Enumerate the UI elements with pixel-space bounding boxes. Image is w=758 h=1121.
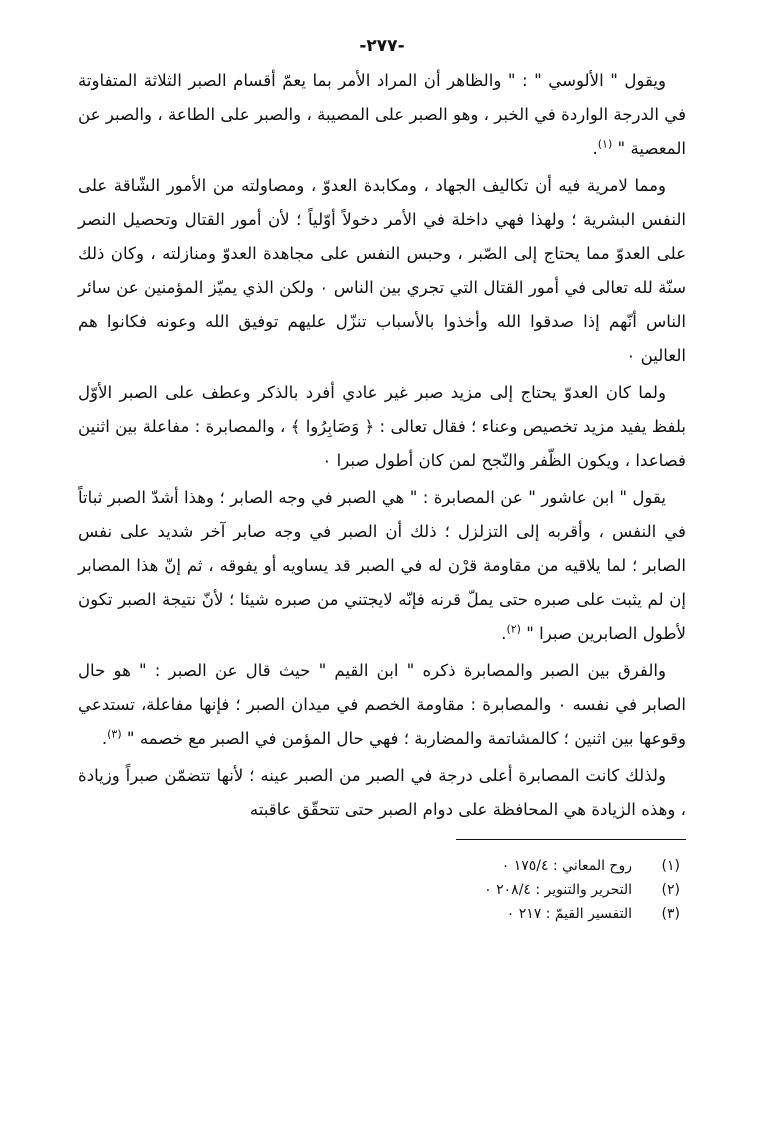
paragraph-end: . (501, 624, 507, 643)
footnote-item (78, 878, 686, 902)
page-number: -٢٧٧- (359, 36, 405, 56)
footnote-number: (٢) (661, 882, 680, 898)
footnote-ref: (١) (597, 137, 613, 151)
footnote-text: روح المعاني : ١٧٥/٤ ٠ (501, 858, 632, 874)
paragraph-text: والفرق بين الصبر والمصابرة ذكره " ابن القيم " حيث قال عن الصبر : " هو حال الصابر في نفسه ٠ والمصابرة : مقاومة الخصم في ميدان الصبر ؛ فإنها مفاعلة، تستدعي وقوعها بين اثنين ؛ كالمشاتمة والمضاربة ؛ فهي حال المؤمن في الصبر مع خصمه " (78, 661, 686, 748)
paragraph-ibn-ashur-quote (78, 481, 686, 651)
footnote-number: (٣) (661, 906, 680, 922)
paragraph-musabara-definition (78, 376, 686, 478)
paragraph-text: ولذلك كانت المصابرة أعلى درجة في الصبر من الصبر عينه ؛ لأنها تتضمّن صبراً وزيادة ، وهذه الزيادة هي المحافظة على دوام الصبر حتى تتحقّق عاقبته (78, 766, 686, 819)
paragraph-end: . (101, 729, 108, 748)
footnote-text: التحرير والتنوير : ٢٠٨/٤ ٠ (484, 882, 632, 898)
paragraph-text: ومما لامرية فيه أن تكاليف الجهاد ، ومكابدة العدوّ ، ومصاولته من الأمور الشّاقة على النفس البشرية ؛ ولهذا فهي داخلة في الأمر دخولاً أوّلياً ؛ لأن أمور القتال وتحصيل النصر على العدوّ مما يحتاج إلى الصّبر ، وحبس النفس على مجاهدة العدوّ ومنازلته ، وكان ذلك سنّة لله تعالى في أمور القتال التي تجري بين الناس ٠ ولكن الذي يميّز المؤمنين عن سائر الناس أنّهم إذا صدقوا الله وأخذوا بالأسباب تنزّل عليهم توفيق الله وعونه فكانوا هم العالين ٠ (78, 176, 686, 365)
paragraph-text: ويقول " الألوسي " : " والظاهر أن المراد الأمر بما يعمّ أقسام الصبر الثلاثة المتفاوتة في الدرجة الواردة في الخبر ، وهو الصبر على المصيبة ، والصبر على الطاعة ، والصبر عن المعصية " (78, 71, 686, 158)
paragraph-ibn-qayyim-quote (78, 654, 686, 756)
footnote-item (78, 854, 686, 878)
paragraph-jihad (78, 169, 686, 373)
footnote-item (78, 902, 686, 926)
footnotes (78, 854, 686, 926)
paragraph-text: يقول " ابن عاشور " عن المصابرة : " هي الصبر في وجه الصابر ؛ وهذا أشدّ الصبر ثباتاً في النفس ، وأقربه إلى التزلزل ؛ ذلك أن الصبر في وجه صابر آخر شديد على نفس الصابر ؛ لما يلاقيه من مقاومة قرْن له في الصبر قد يساويه أو يفوقه ، ثم إنّ هذا المصابر إن لم يثبت على صبره حتى يملّ قرنه فإنّه لايجتني من صبره شيئا ؛ لأنّ نتيجة الصبر تكون لأطول الصابرين صبرا " (78, 488, 686, 643)
paragraph-conclusion (78, 759, 686, 827)
footnote-ref: (٢) (506, 622, 521, 636)
footnote-divider (456, 839, 686, 840)
paragraph-alusi-quote (78, 64, 686, 166)
footnote-number: (١) (661, 858, 680, 874)
footnote-ref: (٣) (107, 727, 122, 741)
body-text (78, 64, 686, 827)
footnote-text: التفسير القيمّ : ٢١٧ ٠ (506, 906, 632, 922)
paragraph-text: ولما كان العدوّ يحتاج إلى مزيد صبر غير عادي أفرد بالذكر وعطف على الصبر الأوّل بلفظ يفيد مزيد تخصيص وعناء ؛ فقال تعالى : ﴿ وَصَابِرُوا ﴾ ، والمصابرة : مفاعلة بين اثنين فصاعدا ، ويكون الظّفر والنّجح لمن كان أطول صبرا ٠ (78, 383, 686, 470)
paragraph-end: . (592, 139, 598, 158)
